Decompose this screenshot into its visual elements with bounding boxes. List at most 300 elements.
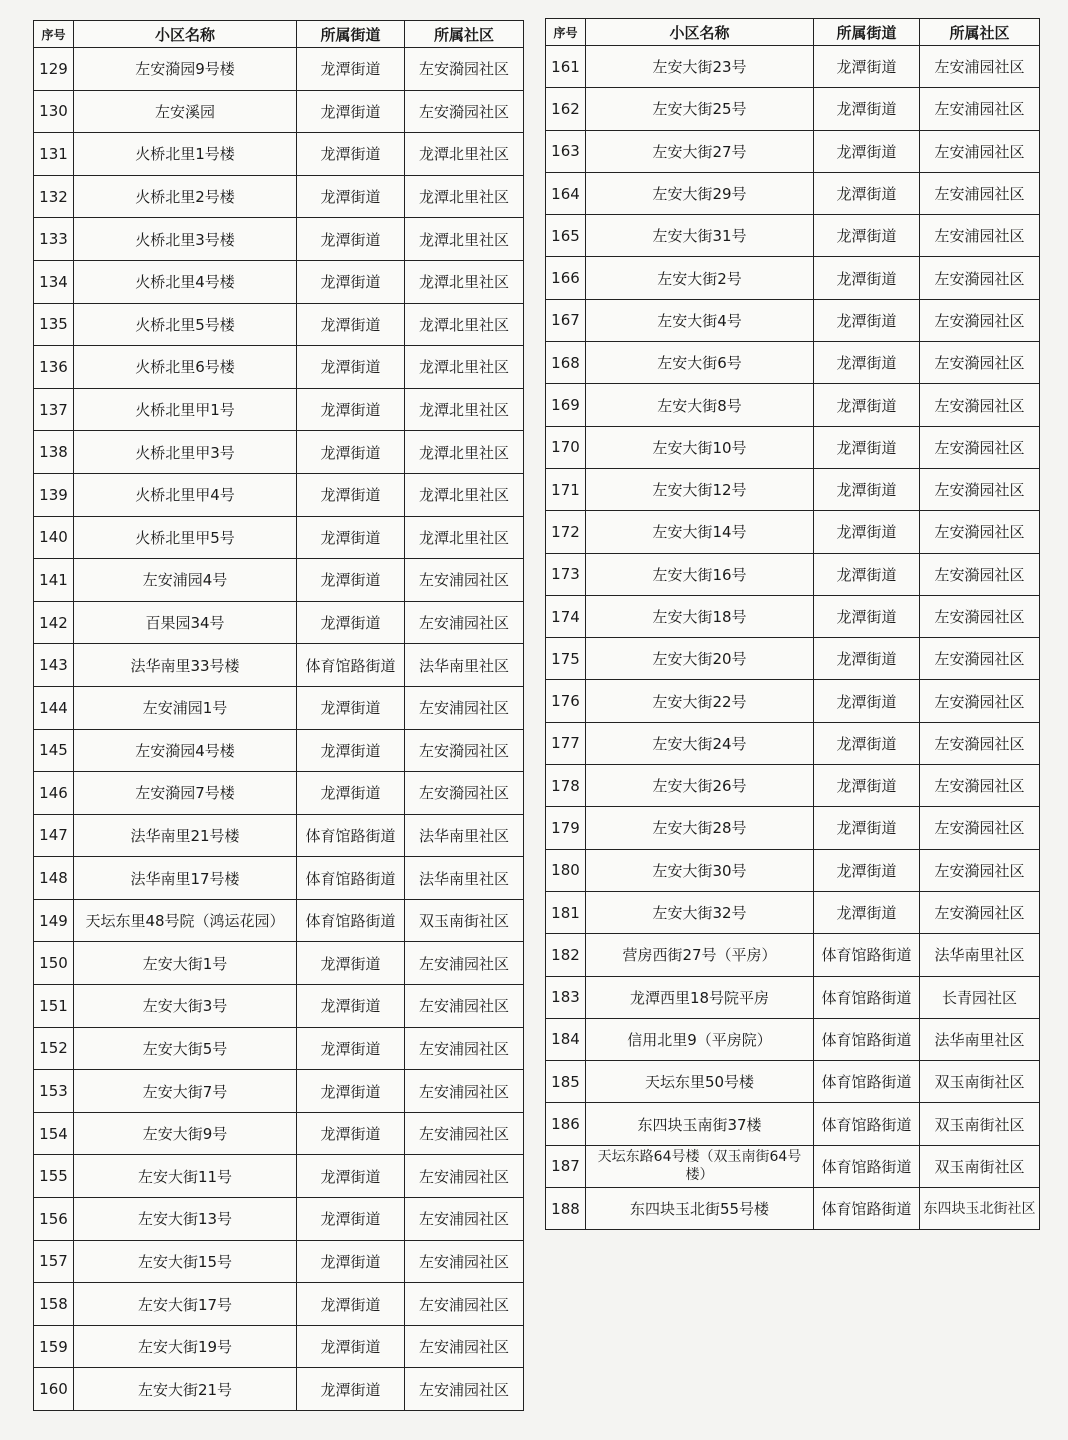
cell-name: 左安漪园9号楼: [74, 48, 297, 91]
cell-name: 法华南里21号楼: [74, 814, 297, 857]
table-row: [34, 644, 524, 687]
cell-index: 150: [34, 942, 74, 985]
cell-street: 龙潭街道: [297, 985, 405, 1028]
cell-name: 左安大街22号: [586, 680, 814, 722]
table-row: [546, 976, 1040, 1018]
cell-street: 体育馆路街道: [814, 1145, 920, 1187]
cell-street: 龙潭街道: [814, 807, 920, 849]
table-row: [34, 218, 524, 261]
cell-index: 144: [34, 686, 74, 729]
cell-street: 体育馆路街道: [814, 1103, 920, 1145]
cell-index: 146: [34, 772, 74, 815]
cell-street: 龙潭街道: [814, 426, 920, 468]
cell-street: 体育馆路街道: [814, 976, 920, 1018]
cell-name: 左安大街19号: [74, 1325, 297, 1368]
table-row: [546, 680, 1040, 722]
table-row: [34, 48, 524, 91]
cell-community: 左安浦园社区: [405, 942, 524, 985]
table-row: [546, 891, 1040, 933]
cell-index: 179: [546, 807, 586, 849]
table-row: [34, 260, 524, 303]
cell-street: 龙潭街道: [814, 849, 920, 891]
table-row: [34, 857, 524, 900]
cell-street: 龙潭街道: [297, 772, 405, 815]
cell-name: 左安大街1号: [74, 942, 297, 985]
cell-index: 151: [34, 985, 74, 1028]
cell-name: 左安大街9号: [74, 1112, 297, 1155]
table-row: [546, 1103, 1040, 1145]
cell-name: 左安大街2号: [586, 257, 814, 299]
cell-community: 长青园社区: [920, 976, 1040, 1018]
cell-street: 体育馆路街道: [297, 857, 405, 900]
table-row: [34, 814, 524, 857]
table-row: [34, 942, 524, 985]
table-row: [546, 722, 1040, 764]
cell-street: 龙潭街道: [297, 942, 405, 985]
left-table-body: [34, 48, 524, 1411]
cell-community: 法华南里社区: [405, 814, 524, 857]
cell-index: 138: [34, 431, 74, 474]
cell-name: 信用北里9（平房院）: [586, 1018, 814, 1060]
cell-community: 左安浦园社区: [920, 172, 1040, 214]
cell-street: 龙潭街道: [814, 680, 920, 722]
cell-name: 左安大街23号: [586, 46, 814, 88]
cell-index: 145: [34, 729, 74, 772]
cell-street: 龙潭街道: [297, 1283, 405, 1326]
cell-street: 龙潭街道: [814, 638, 920, 680]
table-row: [34, 1325, 524, 1368]
cell-community: 龙潭北里社区: [405, 260, 524, 303]
cell-index: 157: [34, 1240, 74, 1283]
cell-street: 龙潭街道: [297, 559, 405, 602]
cell-street: 龙潭街道: [814, 299, 920, 341]
cell-index: 161: [546, 46, 586, 88]
cell-name: 天坛东路64号楼（双玉南街64号楼）: [586, 1145, 814, 1187]
cell-index: 147: [34, 814, 74, 857]
cell-street: 龙潭街道: [297, 1070, 405, 1113]
cell-name: 左安大街29号: [586, 172, 814, 214]
cell-street: 体育馆路街道: [814, 934, 920, 976]
cell-name: 火桥北里2号楼: [74, 175, 297, 218]
cell-community: 左安漪园社区: [920, 342, 1040, 384]
table-row: [546, 426, 1040, 468]
cell-name: 左安大街17号: [74, 1283, 297, 1326]
cell-name: 火桥北里甲3号: [74, 431, 297, 474]
cell-community: 左安浦园社区: [405, 1368, 524, 1411]
cell-street: 体育馆路街道: [814, 1061, 920, 1103]
cell-name: 龙潭西里18号院平房: [586, 976, 814, 1018]
cell-street: 龙潭街道: [297, 729, 405, 772]
table-row: [34, 346, 524, 389]
cell-street: 龙潭街道: [814, 722, 920, 764]
cell-name: 左安漪园4号楼: [74, 729, 297, 772]
cell-street: 龙潭街道: [297, 303, 405, 346]
table-row: [546, 384, 1040, 426]
cell-index: 129: [34, 48, 74, 91]
cell-community: 左安漪园社区: [405, 90, 524, 133]
cell-index: 183: [546, 976, 586, 1018]
cell-community: 左安浦园社区: [405, 1325, 524, 1368]
cell-name: 左安大街30号: [586, 849, 814, 891]
cell-index: 156: [34, 1198, 74, 1241]
cell-index: 169: [546, 384, 586, 426]
cell-street: 龙潭街道: [814, 172, 920, 214]
cell-community: 龙潭北里社区: [405, 303, 524, 346]
cell-index: 176: [546, 680, 586, 722]
cell-name: 左安漪园7号楼: [74, 772, 297, 815]
cell-community: 左安漪园社区: [405, 772, 524, 815]
cell-name: 左安大街7号: [74, 1070, 297, 1113]
cell-street: 龙潭街道: [297, 1325, 405, 1368]
cell-name: 左安大街13号: [74, 1198, 297, 1241]
table-row: [546, 511, 1040, 553]
right-table-header: [546, 19, 1040, 46]
cell-index: 166: [546, 257, 586, 299]
table-row: [546, 849, 1040, 891]
cell-community: 左安浦园社区: [920, 46, 1040, 88]
table-row: [546, 299, 1040, 341]
cell-street: 龙潭街道: [297, 90, 405, 133]
cell-community: 龙潭北里社区: [405, 388, 524, 431]
cell-index: 153: [34, 1070, 74, 1113]
cell-name: 火桥北里4号楼: [74, 260, 297, 303]
cell-name: 天坛东里48号院（鸿运花园）: [74, 899, 297, 942]
cell-index: 164: [546, 172, 586, 214]
cell-index: 186: [546, 1103, 586, 1145]
cell-street: 龙潭街道: [297, 1112, 405, 1155]
cell-index: 142: [34, 601, 74, 644]
cell-name: 东四块玉南街37楼: [586, 1103, 814, 1145]
cell-index: 184: [546, 1018, 586, 1060]
cell-name: 左安大街27号: [586, 130, 814, 172]
table-row: [34, 1240, 524, 1283]
table-row: [34, 133, 524, 176]
left-table-header: [34, 21, 524, 48]
cell-name: 左安大街28号: [586, 807, 814, 849]
cell-street: 龙潭街道: [297, 388, 405, 431]
cell-community: 左安漪园社区: [920, 468, 1040, 510]
cell-community: 左安漪园社区: [920, 511, 1040, 553]
cell-community: 左安浦园社区: [405, 1283, 524, 1326]
cell-community: 龙潭北里社区: [405, 516, 524, 559]
cell-index: 135: [34, 303, 74, 346]
cell-community: 左安浦园社区: [405, 1070, 524, 1113]
cell-street: 龙潭街道: [814, 468, 920, 510]
cell-community: 龙潭北里社区: [405, 218, 524, 261]
cell-index: 172: [546, 511, 586, 553]
cell-community: 左安浦园社区: [920, 130, 1040, 172]
table-row: [34, 516, 524, 559]
cell-index: 143: [34, 644, 74, 687]
table-row: [546, 215, 1040, 257]
cell-community: 左安浦园社区: [405, 686, 524, 729]
cell-community: 左安浦园社区: [920, 215, 1040, 257]
cell-index: 148: [34, 857, 74, 900]
cell-index: 136: [34, 346, 74, 389]
right-table-body: [546, 46, 1040, 1230]
cell-name: 左安大街20号: [586, 638, 814, 680]
header-community: 所属社区: [920, 19, 1040, 46]
cell-street: 龙潭街道: [297, 1155, 405, 1198]
table-row: [34, 1070, 524, 1113]
cell-name: 左安大街32号: [586, 891, 814, 933]
cell-name: 左安大街21号: [74, 1368, 297, 1411]
cell-street: 龙潭街道: [297, 1027, 405, 1070]
cell-street: 龙潭街道: [297, 1368, 405, 1411]
cell-index: 140: [34, 516, 74, 559]
cell-community: 左安浦园社区: [405, 985, 524, 1028]
cell-name: 左安大街18号: [586, 595, 814, 637]
cell-street: 龙潭街道: [814, 384, 920, 426]
right-table: [545, 18, 1040, 1230]
cell-index: 160: [34, 1368, 74, 1411]
cell-community: 左安漪园社区: [920, 680, 1040, 722]
table-row: [546, 595, 1040, 637]
table-row: [546, 1018, 1040, 1060]
cell-name: 营房西街27号（平房）: [586, 934, 814, 976]
cell-community: 左安漪园社区: [920, 553, 1040, 595]
table-row: [546, 765, 1040, 807]
cell-index: 175: [546, 638, 586, 680]
cell-community: 法华南里社区: [405, 644, 524, 687]
table-row: [34, 1155, 524, 1198]
cell-community: 左安浦园社区: [405, 601, 524, 644]
cell-street: 龙潭街道: [814, 46, 920, 88]
cell-community: 双玉南街社区: [405, 899, 524, 942]
cell-name: 法华南里33号楼: [74, 644, 297, 687]
cell-index: 188: [546, 1188, 586, 1230]
table-row: [546, 46, 1040, 88]
cell-name: 左安溪园: [74, 90, 297, 133]
cell-community: 左安漪园社区: [920, 891, 1040, 933]
table-row: [34, 1283, 524, 1326]
cell-index: 141: [34, 559, 74, 602]
cell-community: 双玉南街社区: [920, 1103, 1040, 1145]
cell-name: 左安大街12号: [586, 468, 814, 510]
cell-street: 体育馆路街道: [297, 644, 405, 687]
cell-index: 132: [34, 175, 74, 218]
cell-name: 火桥北里甲5号: [74, 516, 297, 559]
table-row: [34, 772, 524, 815]
cell-community: 左安漪园社区: [920, 299, 1040, 341]
cell-name: 左安大街5号: [74, 1027, 297, 1070]
cell-street: 龙潭街道: [297, 1240, 405, 1283]
cell-community: 左安漪园社区: [920, 807, 1040, 849]
cell-name: 左安大街31号: [586, 215, 814, 257]
header-name: 小区名称: [74, 21, 297, 48]
cell-name: 火桥北里3号楼: [74, 218, 297, 261]
header-index: 序号: [34, 21, 74, 48]
header-name: 小区名称: [586, 19, 814, 46]
cell-index: 134: [34, 260, 74, 303]
table-row: [34, 729, 524, 772]
cell-name: 左安浦园4号: [74, 559, 297, 602]
cell-street: 龙潭街道: [297, 175, 405, 218]
cell-community: 法华南里社区: [920, 934, 1040, 976]
cell-street: 龙潭街道: [297, 133, 405, 176]
cell-index: 187: [546, 1145, 586, 1187]
table-row: [34, 1112, 524, 1155]
cell-name: 左安大街11号: [74, 1155, 297, 1198]
cell-street: 龙潭街道: [814, 342, 920, 384]
cell-index: 174: [546, 595, 586, 637]
cell-community: 龙潭北里社区: [405, 473, 524, 516]
cell-name: 火桥北里甲4号: [74, 473, 297, 516]
cell-community: 左安漪园社区: [920, 638, 1040, 680]
cell-community: 左安浦园社区: [405, 559, 524, 602]
cell-index: 171: [546, 468, 586, 510]
table-row: [34, 303, 524, 346]
cell-community: 左安浦园社区: [405, 1112, 524, 1155]
table-row: [546, 934, 1040, 976]
header-index: 序号: [546, 19, 586, 46]
cell-community: 左安漪园社区: [405, 729, 524, 772]
table-row: [34, 431, 524, 474]
cell-name: 火桥北里6号楼: [74, 346, 297, 389]
table-row: [34, 899, 524, 942]
cell-name: 左安大街16号: [586, 553, 814, 595]
cell-street: 龙潭街道: [297, 686, 405, 729]
table-row: [34, 985, 524, 1028]
cell-index: 154: [34, 1112, 74, 1155]
table-row: [546, 807, 1040, 849]
cell-index: 159: [34, 1325, 74, 1368]
cell-name: 左安浦园1号: [74, 686, 297, 729]
cell-community: 左安漪园社区: [920, 426, 1040, 468]
cell-community: 左安漪园社区: [405, 48, 524, 91]
table-row: [34, 388, 524, 431]
cell-index: 185: [546, 1061, 586, 1103]
table-row: [546, 1145, 1040, 1187]
cell-street: 龙潭街道: [814, 595, 920, 637]
cell-index: 163: [546, 130, 586, 172]
cell-street: 龙潭街道: [814, 88, 920, 130]
cell-name: 左安大街24号: [586, 722, 814, 764]
cell-street: 龙潭街道: [297, 601, 405, 644]
table-row: [34, 559, 524, 602]
cell-index: 162: [546, 88, 586, 130]
cell-index: 130: [34, 90, 74, 133]
cell-index: 137: [34, 388, 74, 431]
cell-street: 龙潭街道: [297, 516, 405, 559]
left-table: [33, 20, 524, 1411]
table-row: [34, 686, 524, 729]
table-row: [546, 1061, 1040, 1103]
cell-index: 170: [546, 426, 586, 468]
cell-index: 158: [34, 1283, 74, 1326]
cell-name: 火桥北里5号楼: [74, 303, 297, 346]
table-row: [546, 638, 1040, 680]
cell-community: 法华南里社区: [405, 857, 524, 900]
header-row: [34, 21, 524, 48]
cell-index: 131: [34, 133, 74, 176]
table-row: [34, 1368, 524, 1411]
cell-index: 152: [34, 1027, 74, 1070]
cell-community: 龙潭北里社区: [405, 133, 524, 176]
cell-street: 龙潭街道: [297, 48, 405, 91]
cell-index: 181: [546, 891, 586, 933]
cell-street: 体育馆路街道: [814, 1018, 920, 1060]
table-row: [34, 601, 524, 644]
cell-street: 龙潭街道: [814, 891, 920, 933]
cell-community: 法华南里社区: [920, 1018, 1040, 1060]
header-street: 所属街道: [814, 19, 920, 46]
cell-street: 体育馆路街道: [297, 899, 405, 942]
cell-street: 龙潭街道: [297, 346, 405, 389]
header-row: [546, 19, 1040, 46]
cell-street: 龙潭街道: [297, 473, 405, 516]
cell-community: 双玉南街社区: [920, 1145, 1040, 1187]
table-row: [546, 88, 1040, 130]
cell-name: 百果园34号: [74, 601, 297, 644]
cell-name: 左安大街4号: [586, 299, 814, 341]
header-community: 所属社区: [405, 21, 524, 48]
table-row: [546, 257, 1040, 299]
cell-name: 东四块玉北街55号楼: [586, 1188, 814, 1230]
cell-index: 180: [546, 849, 586, 891]
cell-community: 左安浦园社区: [405, 1027, 524, 1070]
cell-street: 龙潭街道: [814, 130, 920, 172]
cell-street: 龙潭街道: [814, 215, 920, 257]
cell-street: 龙潭街道: [814, 257, 920, 299]
cell-name: 左安大街25号: [586, 88, 814, 130]
cell-community: 左安浦园社区: [405, 1198, 524, 1241]
cell-name: 天坛东里50号楼: [586, 1061, 814, 1103]
cell-street: 龙潭街道: [297, 431, 405, 474]
cell-street: 龙潭街道: [297, 1198, 405, 1241]
cell-index: 133: [34, 218, 74, 261]
table-row: [546, 553, 1040, 595]
table-row: [34, 90, 524, 133]
cell-name: 左安大街3号: [74, 985, 297, 1028]
cell-community: 东四块玉北街社区: [920, 1188, 1040, 1230]
cell-index: 168: [546, 342, 586, 384]
cell-index: 177: [546, 722, 586, 764]
table-row: [34, 473, 524, 516]
table-row: [546, 130, 1040, 172]
cell-street: 体育馆路街道: [297, 814, 405, 857]
cell-name: 左安大街8号: [586, 384, 814, 426]
cell-community: 左安漪园社区: [920, 722, 1040, 764]
cell-community: 龙潭北里社区: [405, 346, 524, 389]
cell-street: 龙潭街道: [297, 218, 405, 261]
cell-community: 左安漪园社区: [920, 595, 1040, 637]
cell-name: 左安大街26号: [586, 765, 814, 807]
cell-index: 155: [34, 1155, 74, 1198]
cell-street: 龙潭街道: [814, 511, 920, 553]
cell-community: 左安浦园社区: [405, 1155, 524, 1198]
table-row: [34, 1198, 524, 1241]
cell-street: 龙潭街道: [814, 553, 920, 595]
cell-community: 左安漪园社区: [920, 765, 1040, 807]
cell-index: 167: [546, 299, 586, 341]
cell-street: 体育馆路街道: [814, 1188, 920, 1230]
cell-community: 左安浦园社区: [920, 88, 1040, 130]
cell-index: 165: [546, 215, 586, 257]
cell-index: 178: [546, 765, 586, 807]
table-row: [546, 1188, 1040, 1230]
table-row: [546, 342, 1040, 384]
cell-community: 左安漪园社区: [920, 849, 1040, 891]
cell-index: 182: [546, 934, 586, 976]
cell-street: 龙潭街道: [297, 260, 405, 303]
table-row: [546, 172, 1040, 214]
cell-name: 左安大街15号: [74, 1240, 297, 1283]
table-row: [34, 1027, 524, 1070]
cell-name: 法华南里17号楼: [74, 857, 297, 900]
cell-community: 左安漪园社区: [920, 384, 1040, 426]
table-row: [546, 468, 1040, 510]
